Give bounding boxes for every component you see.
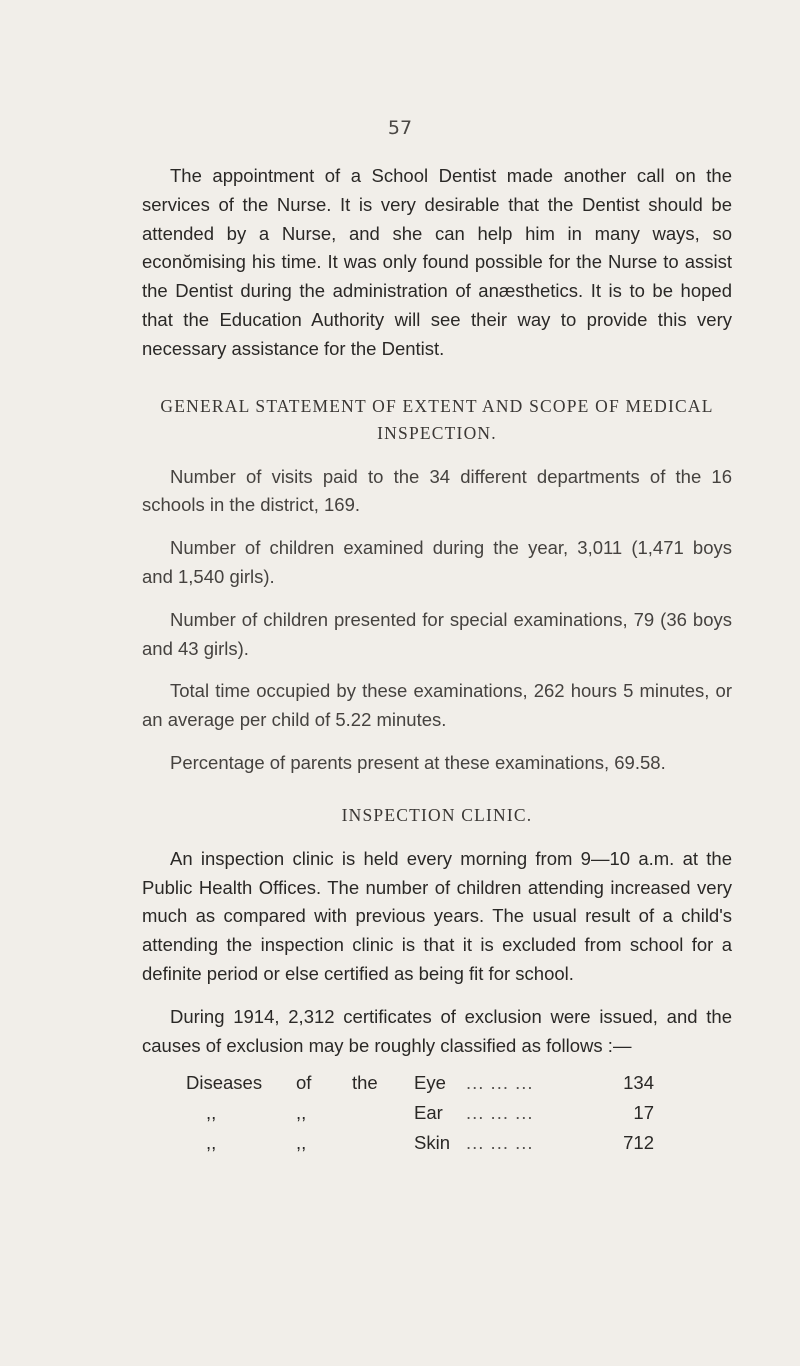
row-value: 134 — [623, 1072, 654, 1094]
exclusion-paragraph: During 1914, 2,312 certificates of exclusion were issued, and the causes of exclusion may be roughly classified as follows :— — [142, 1005, 732, 1056]
table-row — [186, 1132, 654, 1162]
inspection-clinic-heading: INSPECTION CLINIC. — [341, 804, 533, 825]
row-label-2: ,, — [296, 1132, 307, 1154]
row-label-1: ,, — [206, 1102, 217, 1124]
table-row — [186, 1072, 654, 1102]
exclusion-causes-table — [186, 1072, 654, 1162]
row-label-1: ,, — [206, 1132, 217, 1154]
row-value: 712 — [623, 1132, 654, 1154]
children-examined-paragraph: Number of children examined during the year, 3,011 (1,471 boys and 1,540 girls). — [142, 537, 732, 587]
row-dots: ... ... ... — [466, 1102, 534, 1124]
row-value: 17 — [633, 1102, 654, 1124]
row-dots: ... ... ... — [466, 1072, 534, 1094]
document-body — [142, 162, 732, 1162]
row-label-1: Diseases — [186, 1072, 263, 1094]
row-item: Eye — [414, 1072, 446, 1094]
visits-paragraph: Number of visits paid to the 34 different departments of the 16 schools in the district, 169. — [142, 465, 732, 516]
time-occupied-paragraph: Total time occupied by these examinations, 262 hours 5 minutes, or an average per child of 5.22 minutes. — [142, 680, 732, 731]
clinic-paragraph: An inspection clinic is held every morning from 9—10 a.m. at the Public Health Offices. The number of children attending increased very much as compared with previous years. The usual result of a child's attending the inspection clinic is that it is excluded from school for a definite period or else certified as being fit for school. — [142, 847, 732, 984]
special-examinations-paragraph: Number of children presented for special examinations, 79 (36 boys and 43 girls). — [142, 608, 732, 659]
inspection-clinic-section — [142, 845, 732, 1061]
page-number: 57 — [387, 117, 413, 139]
row-item: Ear — [414, 1102, 443, 1124]
row-label-2: of — [296, 1072, 312, 1094]
general-statement-section — [142, 463, 732, 778]
table-row — [186, 1102, 654, 1132]
intro-paragraph: The appointment of a School Dentist made another call on the services of the Nurse. It is very desirable that the Dentist should be attended by a Nurse, and she can help him in many ways, so econŏmising his time. It was only found possible for the Nurse to assist the Dentist during the administration of anæsthetics. It is to be hoped that the Education Authority will see their way to provide this very necessary assistance for the Dentist. — [142, 165, 732, 359]
row-label-3: the — [352, 1072, 378, 1094]
row-label-2: ,, — [296, 1102, 307, 1124]
row-dots: ... ... ... — [466, 1132, 534, 1154]
general-statement-heading: GENERAL STATEMENT OF EXTENT AND SCOPE OF MEDICAL INSPECTION. — [160, 395, 714, 443]
parents-present-paragraph: Percentage of parents present at these examinations, 69.58. — [170, 751, 666, 773]
intro-section — [142, 162, 732, 364]
row-item: Skin — [414, 1132, 450, 1154]
